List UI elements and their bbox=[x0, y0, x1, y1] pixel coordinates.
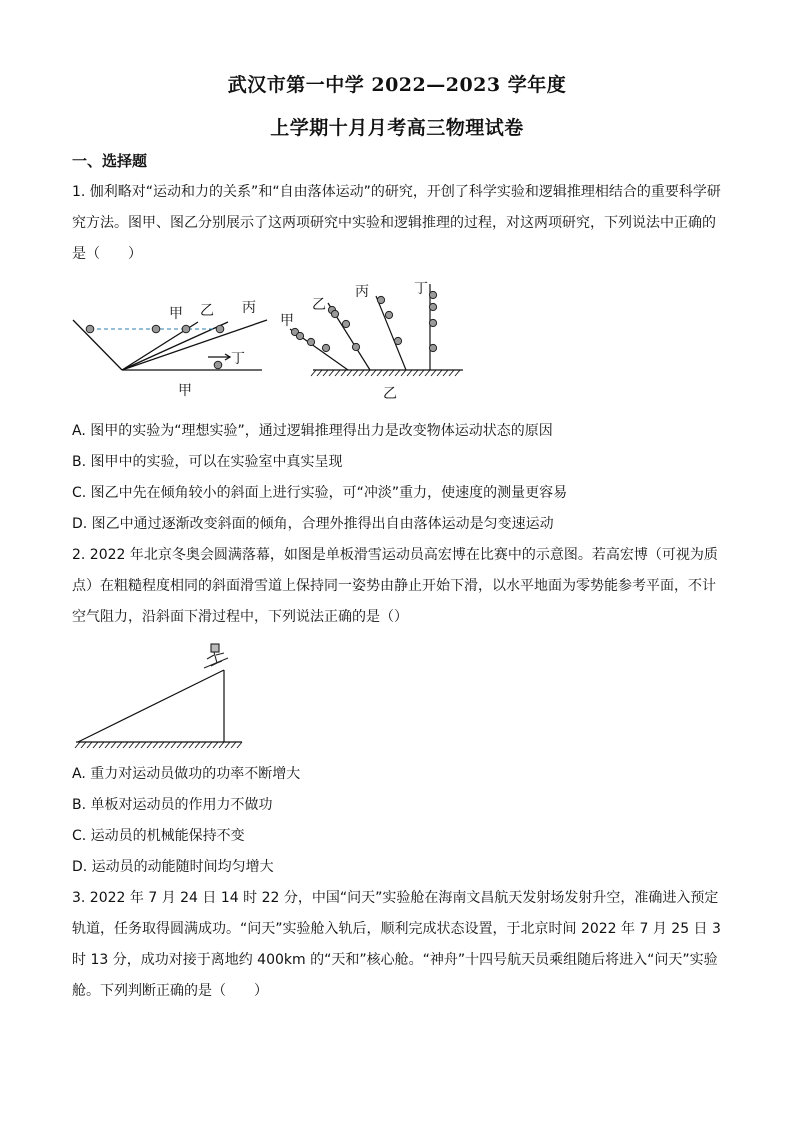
fig-yi-ground-hatching bbox=[311, 370, 460, 376]
fig-yi-label-ding: 丁 bbox=[414, 281, 428, 297]
fig-jia-ball-jia bbox=[152, 325, 160, 333]
q2-option-d: D. 运动员的动能随时间均匀增大 bbox=[72, 859, 274, 875]
fig-yi-ball bbox=[377, 296, 384, 303]
fig-jia-left-incline bbox=[73, 320, 122, 370]
fig-yi-label-yi: 乙 bbox=[312, 297, 326, 313]
snowboarder-icon bbox=[204, 644, 228, 668]
section-heading: 一、选择题 bbox=[72, 152, 148, 170]
fig-yi-incline-bing bbox=[376, 296, 406, 370]
fig-jia-caption: 甲 bbox=[178, 383, 192, 399]
q1-option-c: C. 图乙中先在倾角较小的斜面上进行实验，可“冲淡”重力，使速度的测量更容易 bbox=[72, 485, 568, 501]
fig-jia-ball-left bbox=[86, 325, 94, 333]
fig-jia-ball-yi bbox=[182, 325, 190, 333]
q2-option-a: A. 重力对运动员做功的功率不断增大 bbox=[72, 766, 301, 782]
figure-yi bbox=[278, 276, 468, 403]
fig-jia-label-bing: 丙 bbox=[242, 300, 256, 316]
figure-snowboard-slope bbox=[72, 638, 247, 753]
fig-yi-ball bbox=[429, 303, 436, 310]
fig-yi-ball bbox=[429, 319, 436, 326]
page-title-line1: 武汉市第一中学 2022—2023 学年度 bbox=[227, 74, 567, 96]
fig-yi-label-bing: 丙 bbox=[355, 284, 369, 300]
fig-yi-ball bbox=[429, 344, 436, 351]
fig-jia-label-ding: 丁 bbox=[231, 351, 245, 367]
question-1-stem: 1. 伽利略对“运动和力的关系”和“自由落体运动”的研究，开创了科学实验和逻辑推理相结合的重要科学研究方法。图甲、图乙分别展示了这两项研究中实验和逻辑推理的过程，对这两项研究，下列说法中正确的是（ ） bbox=[72, 184, 721, 262]
fig-yi-ball bbox=[342, 320, 349, 327]
question-3-stem: 3. 2022 年 7 月 24 日 14 时 22 分，中国“问天”实验舱在海南文昌航天发射场发射升空，准确进入预定轨道，任务取得圆满成功。“问天”实验舱入轨后，顺利完成状态设置，于北京时间 2022 年 7 月 25 日 3 时 13 分，成功对接于离地约 400km 的“天和”核心舱。“神舟”十四号航天员乘组随后将进入“问天”实验舱。下列判断正确的是（ ） bbox=[72, 890, 721, 999]
figure-jia bbox=[70, 296, 275, 401]
q1-option-a: A. 图甲的实验为“理想实验”，通过逻辑推理得出力是改变物体运动状态的原因 bbox=[72, 423, 553, 439]
fig-jia-ball-ding bbox=[214, 361, 222, 369]
q2-option-c: C. 运动员的机械能保持不变 bbox=[72, 828, 245, 844]
q2-option-b: B. 单板对运动员的作用力不做功 bbox=[72, 797, 273, 813]
fig-yi-ball bbox=[296, 332, 303, 339]
fig-yi-ball bbox=[394, 337, 401, 344]
question-2-stem: 2. 2022 年北京冬奥会圆满落幕，如图是单板滑雪运动员高宏博在比赛中的示意图。若高宏博（可视为质点）在粗糙程度相同的斜面滑雪道上保持同一姿势由静止开始下滑，以水平地面为零势能参考平面，不计空气阻力，沿斜面下滑过程中，下列说法正确的是（） bbox=[72, 547, 718, 625]
fig-yi-ball bbox=[322, 344, 329, 351]
fig-yi-ball bbox=[385, 311, 392, 318]
slope-incline bbox=[78, 670, 224, 742]
slope-ground-hatching bbox=[75, 742, 242, 748]
fig-yi-ball bbox=[352, 343, 359, 350]
q1-option-d: D. 图乙中通过逐渐改变斜面的倾角，合理外推得出自由落体运动是匀变速运动 bbox=[72, 516, 554, 532]
q1-option-b: B. 图甲中的实验，可以在实验室中真实呈现 bbox=[72, 454, 343, 470]
fig-yi-label-jia: 甲 bbox=[280, 313, 294, 329]
fig-yi-caption: 乙 bbox=[383, 386, 397, 402]
fig-jia-ball-bing bbox=[216, 325, 224, 333]
fig-jia-incline-bing bbox=[122, 320, 267, 370]
fig-yi-ball bbox=[331, 310, 338, 317]
fig-yi-ball bbox=[429, 291, 436, 298]
fig-jia-label-yi: 乙 bbox=[200, 303, 214, 319]
fig-jia-label-jia: 甲 bbox=[169, 306, 183, 322]
fig-yi-ball bbox=[307, 338, 314, 345]
page-title-line2: 上学期十月月考高三物理试卷 bbox=[270, 117, 524, 139]
